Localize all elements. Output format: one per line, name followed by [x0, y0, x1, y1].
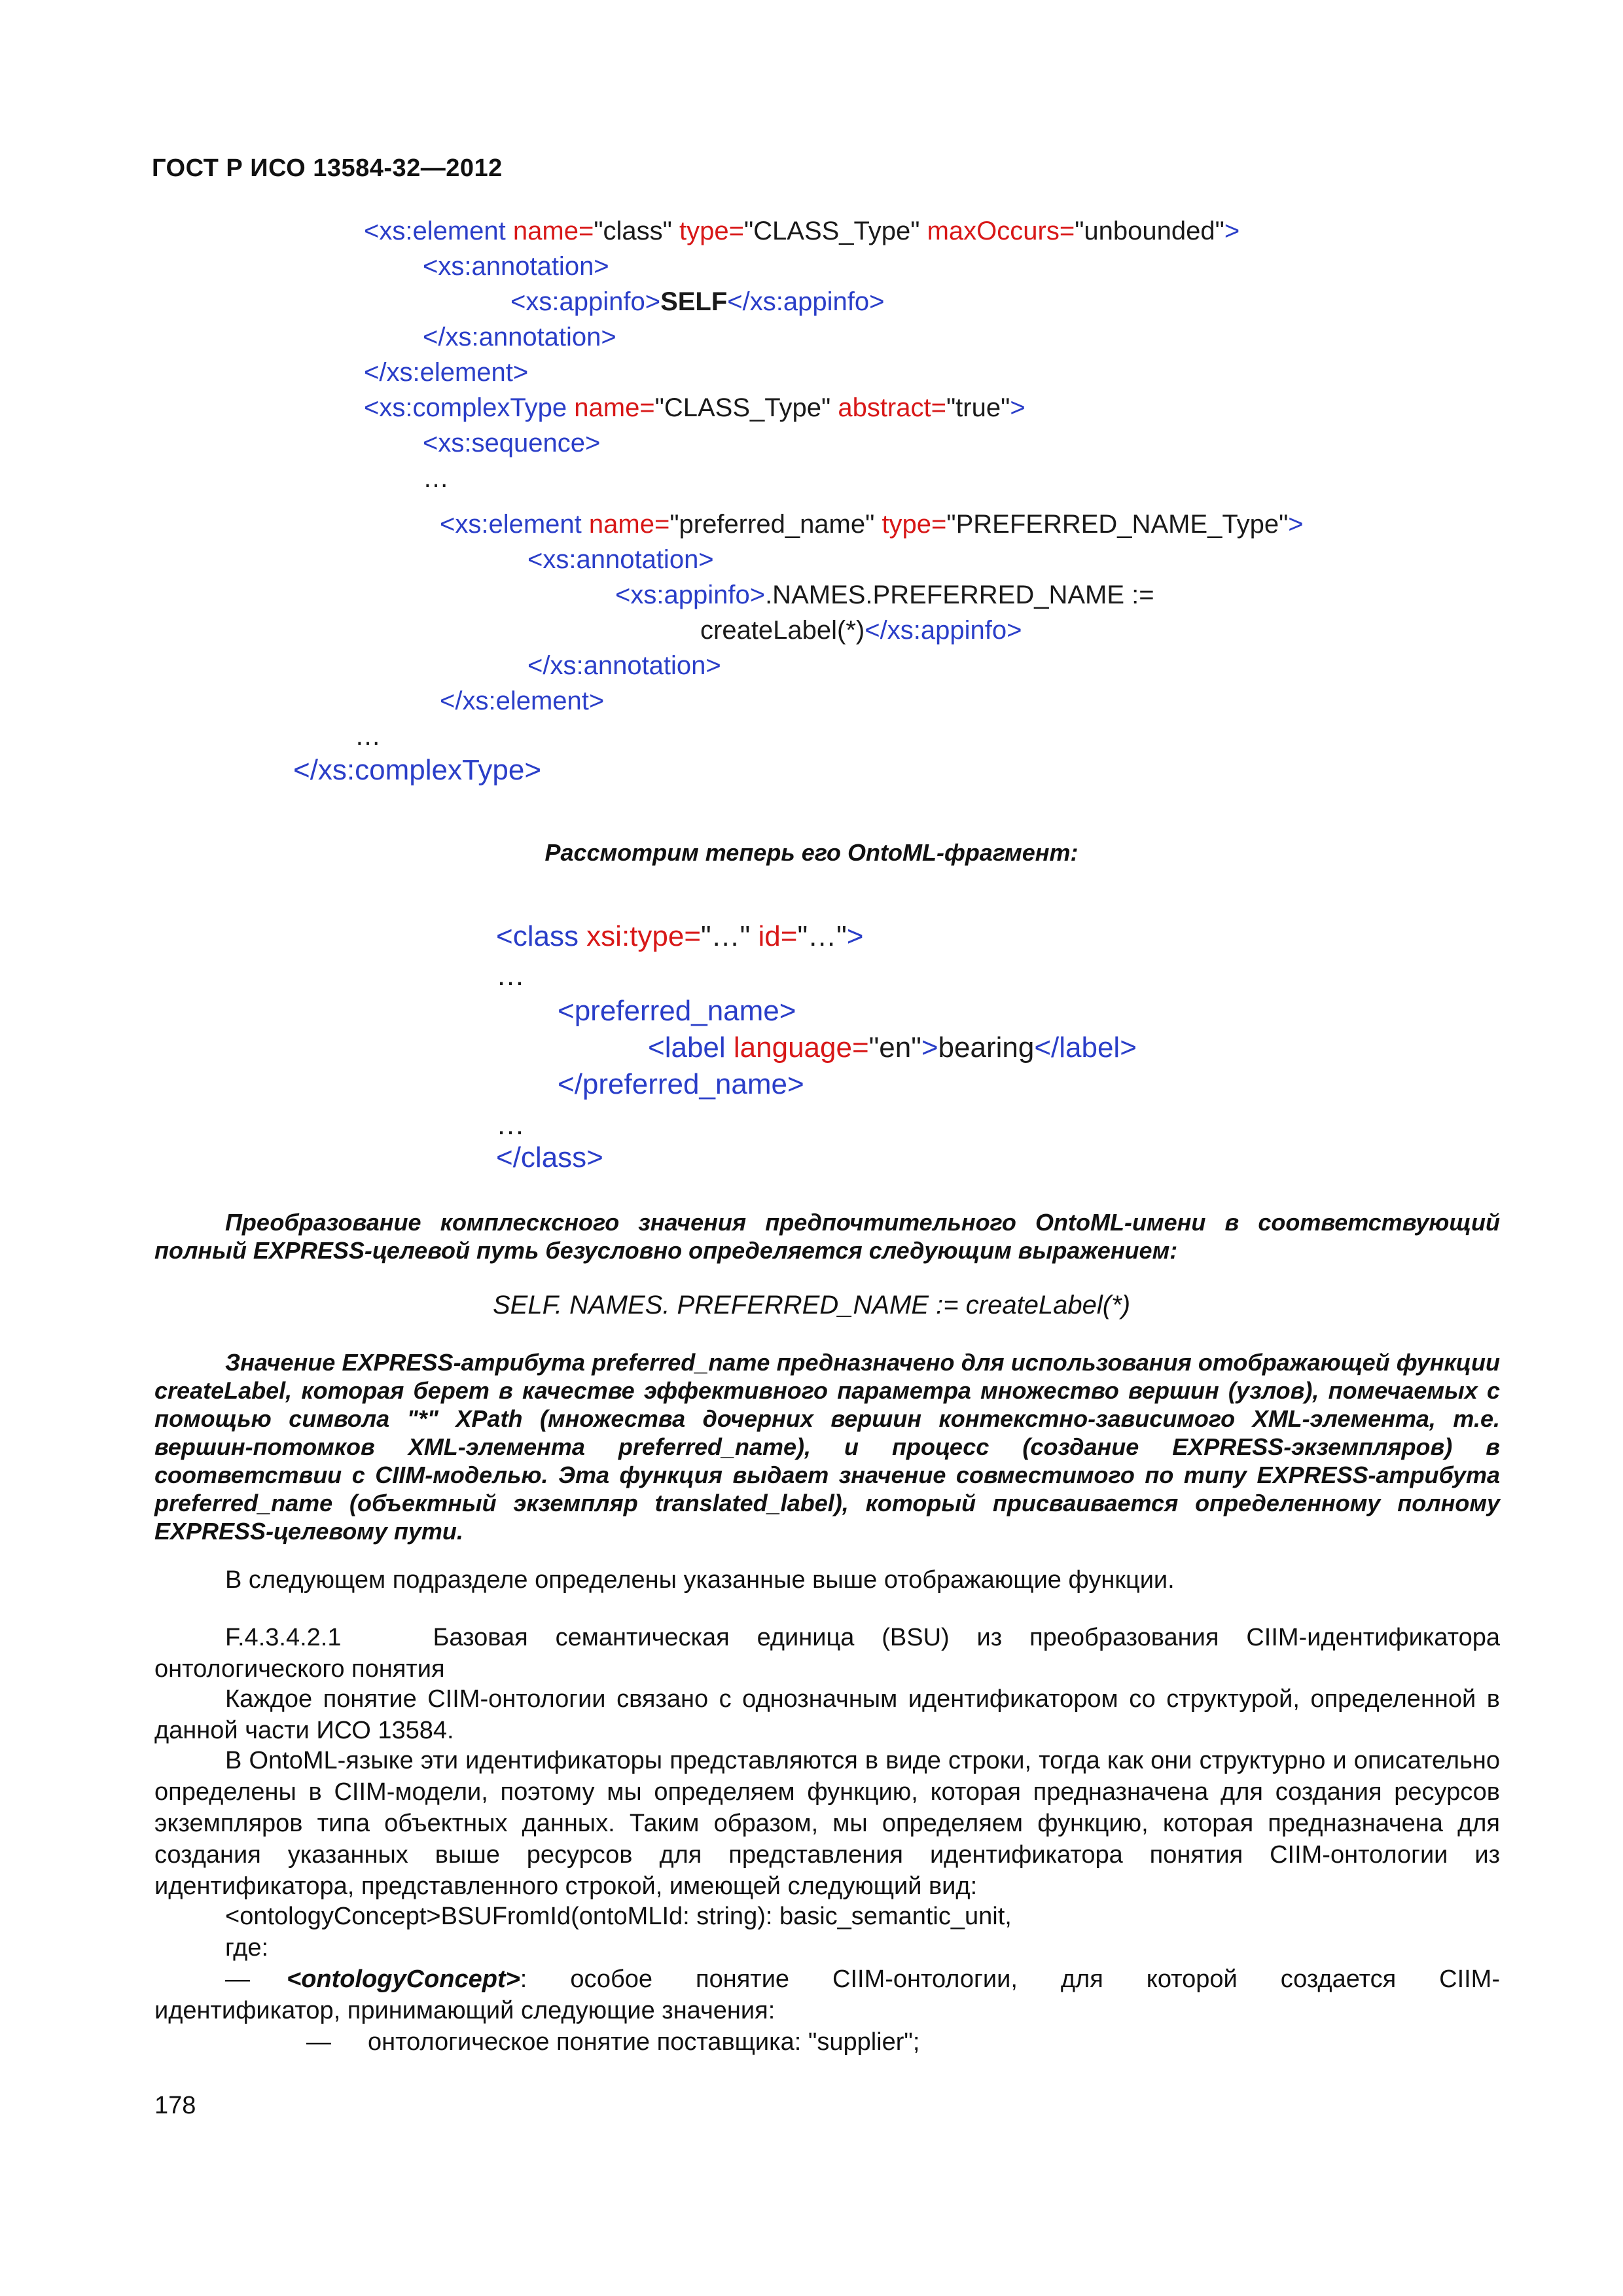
section-title-part1: Базовая семантическая единица (BSU) из преобразования CIIM-идентификатора	[433, 1624, 1500, 1651]
intro-caption: Рассмотрим теперь его OntoML-фрагмент:	[544, 839, 1079, 866]
code-line: …	[355, 722, 381, 751]
code-line: </xs:element>	[364, 358, 529, 387]
paragraph-transformation: Преобразование комплесксного значения предпочтительного OntoML-имени в соответствующий полный EXPRESS-целевой путь безусловно определяется следующим выражением:	[154, 1209, 1500, 1264]
code-line: <xs:appinfo>.NAMES.PREFERRED_NAME :=	[615, 581, 1154, 609]
code-line: </xs:complexType>	[293, 754, 542, 786]
code-line: <xs:appinfo>SELF</xs:appinfo>	[510, 287, 885, 316]
bullet-supplier	[154, 2026, 1500, 2058]
code-line: </class>	[496, 1141, 603, 1174]
page-number: 178	[154, 2092, 196, 2119]
bullet-ontology-concept	[154, 1964, 1500, 2026]
paragraph-ciim-id: Каждое понятие CIIM-онтологии связано с однозначным идентификатором со структурой, определенной в данной части ИСО 13584.	[154, 1685, 1500, 1744]
code-line: </preferred_name>	[558, 1068, 804, 1100]
code-line: <xs:annotation>	[527, 545, 714, 574]
code-line: </xs:annotation>	[527, 651, 721, 680]
section-heading	[154, 1622, 1500, 1685]
code-line: <class xsi:type="…" id="…">	[496, 920, 864, 952]
bullet-text: : особое понятие CIIM-онтологии, для которой создается CIIM-	[520, 1965, 1500, 1993]
code-line: <xs:sequence>	[423, 429, 601, 457]
function-signature: <ontologyConcept>BSUFromId(ontoMLId: string): basic_semantic_unit,	[225, 1903, 1012, 1930]
code-line: <xs:element name="class" type="CLASS_Type" maxOccurs="unbounded">	[364, 217, 1240, 245]
formula: SELF. NAMES. PREFERRED_NAME := createLabel(*)	[492, 1291, 1131, 1319]
document-header: ГОСТ Р ИСО 13584-32—2012	[152, 154, 503, 182]
bullet-text-continued: идентификатор, принимающий следующие значения:	[154, 1997, 776, 2024]
code-line: …	[496, 960, 525, 992]
code-line: <xs:element name="preferred_name" type="PREFERRED_NAME_Type">	[440, 510, 1304, 539]
code-line: createLabel(*)</xs:appinfo>	[700, 616, 1022, 645]
bullet-dash: —	[225, 1965, 250, 1993]
code-line: <preferred_name>	[558, 995, 796, 1027]
paragraph-ontoml-strings: В OntoML-языке эти идентификаторы представляются в виде строки, тогда как они структурно и описательно определены в CIIM-модели, поэтому мы определяем функцию, которая предназначена для создания ресурсов экземпляров типа объектных данных. Таким образом, мы определяем функцию, которая предназначена для создания указанных выше ресурсов для представления идентификатора понятия CIIM-онтологии из идентификатора, представленного строкой, имеющей следующий вид:	[154, 1747, 1500, 1900]
bullet-text: онтологическое понятие поставщика: "supplier";	[368, 2028, 920, 2056]
bullet-dash: —	[306, 2028, 331, 2056]
paragraph-express-attribute: Значение EXPRESS-атрибута preferred_name предназначено для использования отображающей функции createLabel, которая берет в качестве эффективного параметра множество вершин (узлов), помечаемых с помощью символа "*" XPath (множества дочерних вершин контекстно-зависимого XML-элемента, т.е. вершин-потомков XML-элемента preferred_name), и процесс (создание EXPRESS-экземпляров) в соответствии с CIIM-моделью. Эта функция выдает значение совместимого по типу EXPRESS-атрибута preferred_name (объектный экземпляр translated_label), который присваивается определенному полному EXPRESS-целевому пути.	[154, 1349, 1500, 1545]
section-title-part2: онтологического понятия	[154, 1655, 445, 1683]
code-line: <xs:complexType name="CLASS_Type" abstract="true">	[364, 393, 1026, 422]
paragraph-subsection-intro: В следующем подразделе определены указанные выше отображающие функции.	[225, 1566, 1175, 1594]
code-line: <xs:annotation>	[423, 252, 609, 281]
code-line: …	[423, 464, 449, 493]
code-line: </xs:annotation>	[423, 323, 616, 351]
where-label: где:	[225, 1934, 269, 1962]
code-line: </xs:element>	[440, 687, 605, 715]
code-line: …	[496, 1109, 525, 1141]
code-line: <label language="en">bearing</label>	[648, 1031, 1137, 1064]
bullet-term: <ontologyConcept>	[287, 1965, 520, 1993]
section-number: F.4.3.4.2.1	[225, 1624, 342, 1651]
